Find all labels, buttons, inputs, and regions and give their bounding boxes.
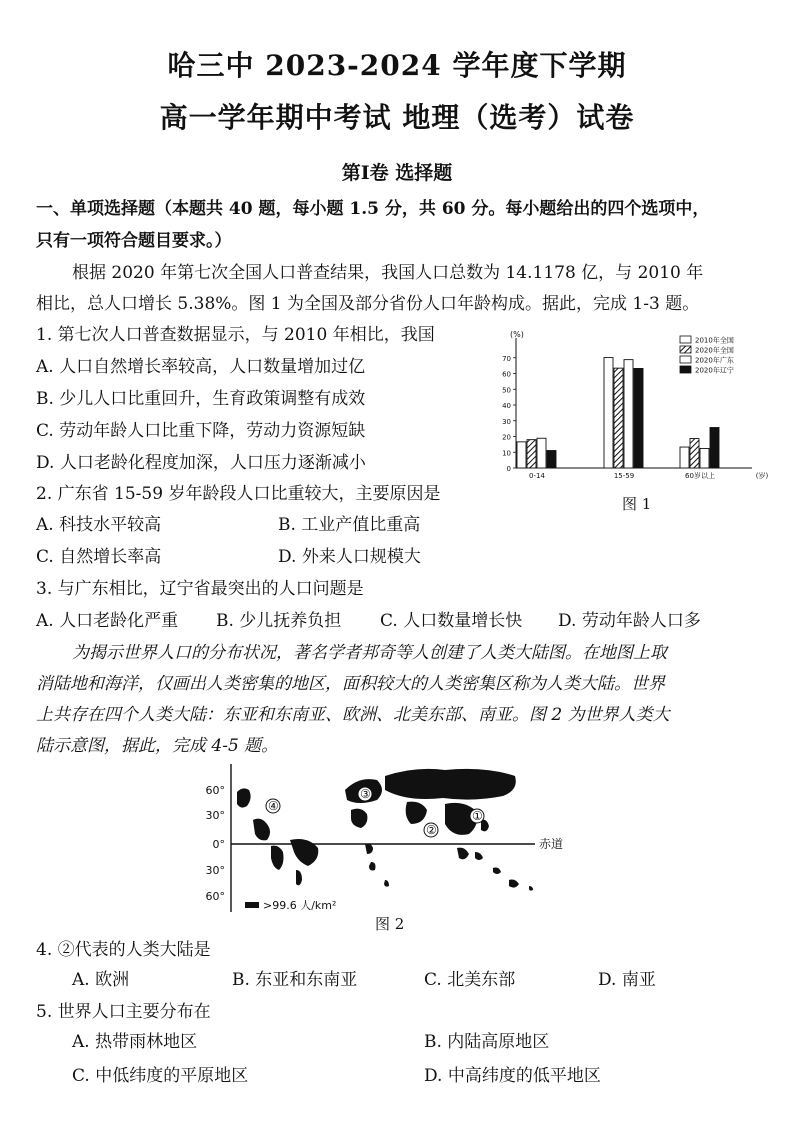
passage2-line3: 上共存在四个人类大陆：东亚和东南亚、欧洲、北美东部、南亚。图 2 为世界人类大 [36,705,670,725]
q4-option-d: D. 南亚 [598,970,656,990]
q5-stem: 5. 世界人口主要分布在 [36,1002,211,1022]
q3-stem: 3. 与广东相比，辽宁省最突出的人口问题是 [36,579,364,599]
bar-2-0 [680,447,689,468]
y-tick-label: 30 [502,417,511,426]
x-tick-label: 60岁以上 [685,472,715,480]
marker-3: ③ [360,787,371,801]
q2-stem: 2. 广东省 15-59 岁年龄段人口比重较大，主要原因是 [36,484,441,504]
figure1-caption: 图 1 [622,495,652,513]
map-legend: >99.6 人/km² [263,899,337,912]
legend-label-1: 2020年全国 [695,346,734,355]
q1-stem: 1. 第七次人口普查数据显示，与 2010 年相比，我国 [36,325,435,345]
legend-label-0: 2010年全国 [695,336,734,345]
figure2-world-population-map [195,762,575,914]
q5-option-d: D. 中高纬度的低平地区 [424,1066,601,1086]
lat-tick-30s: 30° [205,864,225,877]
y-tick-label: 50 [502,386,511,395]
passage2-line4: 陆示意图，据此，完成 4-5 题。 [36,736,279,756]
lat-tick-60n: 60° [205,784,225,797]
y-tick-label: 40 [502,402,511,410]
bar-2-2 [700,448,709,468]
lat-tick-60s: 60° [205,890,225,903]
marker-4: ④ [268,799,279,813]
passage2-line2: 消陆地和海洋，仅画出人类密集的地区，面积较大的人类密集区称为人类大陆。世界 [36,674,665,694]
q3-option-c: C. 人口数量增长快 [380,611,523,631]
bar-1-2 [624,360,633,468]
bar-0-1 [527,440,536,468]
q5-option-c: C. 中低纬度的平原地区 [72,1066,249,1086]
lat-tick-0: 0° [212,838,225,851]
y-axis-label: (%) [510,330,524,339]
x-tick-label: 15-59 [613,472,635,480]
part1-heading-line2: 只有一项符合题目要求。） [36,231,232,251]
exam-title-line2: 高一学年期中考试 地理（选考）试卷 [159,101,635,134]
q2-option-a: A. 科技水平较高 [36,515,162,535]
q4-option-b: B. 东亚和东南亚 [232,970,358,990]
q4-option-a: A. 欧洲 [72,970,130,990]
marker-2: ② [426,823,437,837]
q1-option-d: D. 人口老龄化程度加深，人口压力逐渐减小 [36,453,366,473]
q1-option-a: A. 人口自然增长率较高，人口数量增加过亿 [36,357,366,377]
q3-option-b: B. 少儿抚养负担 [216,611,342,631]
y-tick-label: 70 [502,354,511,363]
q2-option-b: B. 工业产值比重高 [278,515,421,535]
legend-label-3: 2020年辽宁 [695,366,734,375]
q3-option-d: D. 劳动年龄人口多 [558,611,701,631]
figure2-caption: 图 2 [375,915,405,933]
passage2-line1: 为揭示世界人口的分布状况，著名学者邦奇等人创建了人类大陆图。在地图上取 [72,643,667,663]
q1-option-b: B. 少儿人口比重回升，生育政策调整有成效 [36,389,366,409]
bar-0-3 [547,451,556,468]
figure1-chart [490,326,780,490]
legend-label-2: 2020年广东 [695,356,734,365]
q3-option-a: A. 人口老龄化严重 [36,611,179,631]
legend-swatch-1 [680,346,691,353]
part1-heading-line1: 一、单项选择题（本题共 40 题，每小题 1.5 分，共 60 分。每小题给出的四个选项中， [36,199,710,219]
q5-option-b: B. 内陆高原地区 [424,1032,550,1052]
equator-label: 赤道 [539,837,564,851]
y-tick-label: 0 [506,465,511,473]
x-axis-unit: (岁) [755,472,769,480]
bar-0-2 [537,438,546,468]
y-tick-label: 60 [502,370,511,379]
q2-option-c: C. 自然增长率高 [36,547,162,567]
bar-1-1 [614,368,623,468]
lat-tick-30n: 30° [205,809,225,822]
q4-option-c: C. 北美东部 [424,970,516,990]
bar-0-0 [517,442,526,468]
q1-option-c: C. 劳动年龄人口比重下降，劳动力资源短缺 [36,421,366,441]
intro-line2: 相比，总人口增长 5.38%。图 1 为全国及部分省份人口年龄构成。据此，完成 1-3 题。 [36,294,700,314]
y-tick-label: 10 [502,449,511,458]
q5-option-a: A. 热带雨林地区 [72,1032,198,1052]
bar-2-3 [710,428,719,468]
intro-line1: 根据 2020 年第七次全国人口普查结果，我国人口总数为 14.1178 亿，与 2010 年 [72,263,704,283]
legend-swatch-0 [680,336,691,343]
bar-1-3 [634,368,643,468]
section-title: 第Ⅰ卷 选择题 [341,162,453,184]
exam-title-line1: 哈三中 2023-2024 学年度下学期 [167,49,627,82]
legend-swatch-2 [680,356,691,363]
q2-option-d: D. 外来人口规模大 [278,547,421,567]
q4-stem: 4. ②代表的人类大陆是 [36,940,211,960]
legend-swatch-3 [680,366,691,373]
y-tick-label: 20 [502,433,511,442]
bar-2-1 [690,439,699,468]
bar-1-0 [604,358,613,468]
x-tick-label: 0-14 [529,472,545,480]
marker-1: ① [472,809,483,823]
